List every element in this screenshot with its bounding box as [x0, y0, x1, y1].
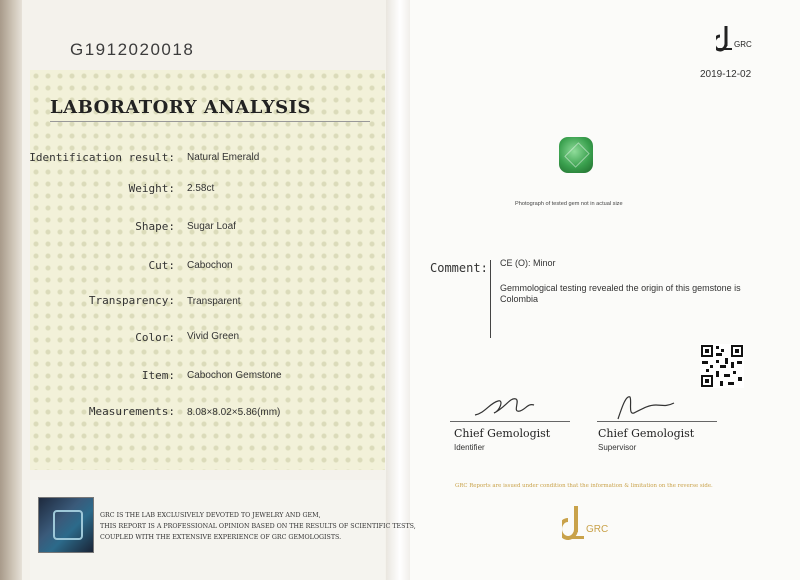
supervisor-role: Supervisor: [598, 443, 637, 452]
field-value-measurements: 8.08×8.02×5.86(mm): [187, 407, 281, 418]
disclaimer-line: THIS REPORT IS A PROFESSIONAL OPINION BASED ON THE RESULTS OF SCIENTIFIC TESTS,: [100, 523, 416, 530]
identifier-role: Identifier: [454, 443, 485, 452]
title-divider: [50, 121, 370, 122]
supervisor-title: Chief Gemologist: [598, 427, 695, 440]
comment-clarity: CE (O): Minor: [500, 258, 556, 268]
disclaimer-line: GRC IS THE LAB EXCLUSIVELY DEVOTED TO JEWELRY AND GEM,: [100, 512, 321, 519]
disclaimer-line: COUPLED WITH THE EXTENSIVE EXPERIENCE OF GRC GEMOLOGISTS.: [100, 534, 342, 541]
field-label-identification: Identification result:: [29, 151, 175, 164]
identifier-title: Chief Gemologist: [454, 427, 551, 440]
grc-gold-logo: [562, 502, 610, 548]
field-value-item: Cabochon Gemstone: [187, 370, 282, 381]
field-value-weight: 2.58ct: [187, 183, 215, 194]
field-label-color: Color:: [135, 331, 175, 344]
field-label-item: Item:: [141, 369, 175, 382]
signature-line: [450, 421, 570, 422]
page-title: LABORATORY ANALYSIS: [50, 97, 312, 118]
field-label-measurements: Measurements:: [88, 405, 175, 418]
grc-logo: [716, 22, 758, 56]
field-label-cut: Cut:: [148, 259, 175, 272]
field-value-transparency: Transparent: [187, 296, 241, 307]
book-edge: [0, 0, 22, 580]
comment-origin: Gemmological testing revealed the origin of this gemstone is Colombia: [500, 283, 741, 304]
report-date: 2019-12-02: [700, 69, 752, 80]
field-value-shape: Sugar Loaf: [187, 221, 236, 232]
field-label-shape: Shape:: [135, 220, 175, 233]
report-number: G1912020018: [70, 40, 195, 59]
field-value-identification: Natural Emerald: [187, 152, 260, 163]
grc-gold-logo-text: GRC: [586, 524, 609, 535]
field-label-transparency: Transparency:: [88, 294, 175, 307]
field-value-cut: Cabochon: [187, 260, 233, 271]
comment-divider: [490, 260, 491, 338]
hologram-seal: [38, 497, 94, 553]
field-label-weight: Weight:: [128, 182, 175, 195]
grc-logo-text: GRC: [734, 40, 752, 49]
signature-line: [597, 421, 717, 422]
qr-code: [700, 344, 744, 388]
comment-label: Comment:: [430, 261, 488, 275]
supervisor-signature: [612, 385, 682, 425]
reverse-notice: GRC Reports are issued under condition that the information & limitation on the reverse side.: [455, 483, 713, 489]
gem-photo: [559, 137, 593, 173]
photo-caption: Photograph of tested gem not in actual size: [515, 201, 623, 207]
disclaimer: [100, 510, 416, 543]
identifier-signature: [470, 385, 550, 425]
field-value-color: Vivid Green: [187, 331, 240, 342]
